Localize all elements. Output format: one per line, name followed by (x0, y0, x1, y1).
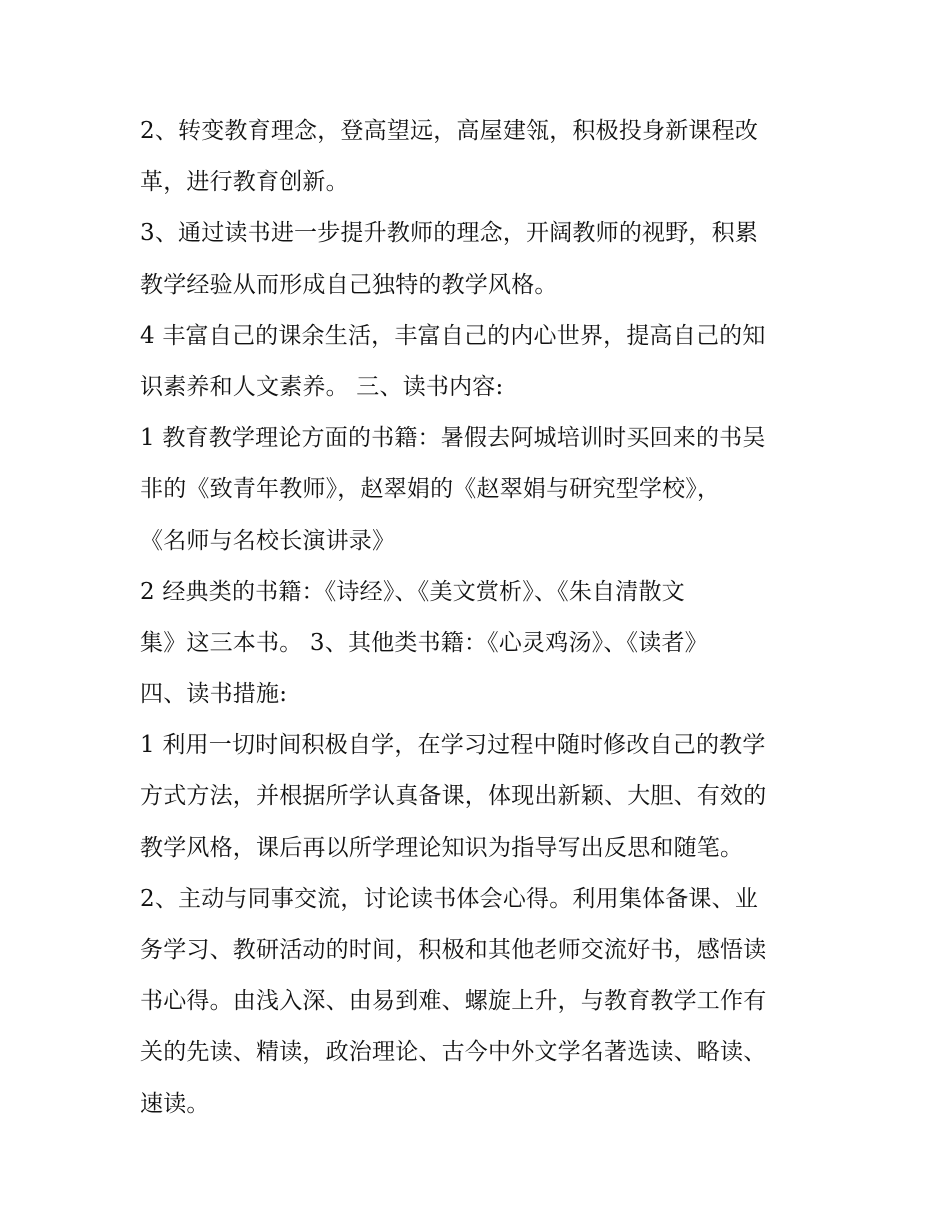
text-line: 1 利用一切时间积极自学，在学习过程中随时修改自己的教学 (140, 732, 766, 759)
text-line: 教学经验从而形成自己独特的教学风格。 (140, 271, 558, 298)
text-line: 书心得。由浅入深、由易到难、螺旋上升，与教育教学工作有 (140, 988, 767, 1015)
text-line: 2、转变教育理念，登高望远，高屋建瓴，积极投身新课程改 (140, 118, 759, 144)
text-line: 3、通过读书进一步提升教师的理念，开阔教师的视野，积累 (140, 220, 759, 247)
text-line: 非的《致青年教师》，赵翠娟的《赵翠娟与研究型学校》， (140, 476, 721, 503)
text-line: 速读。 (140, 1090, 210, 1117)
text-line: 4 丰富自己的课余生活，丰富自己的内心世界，提高自己的知 (140, 322, 766, 349)
text-line: 集》这三本书。 3、其他类书籍：《心灵鸡汤》、《读者》 (140, 629, 708, 656)
text-line: 关的先读、精读，政治理论、古今中外文学名著选读、略读、 (140, 1039, 767, 1066)
text-line: 《名师与名校长演讲录》 (140, 527, 396, 554)
text-line: 方式方法，并根据所学认真备课，体现出新颖、大胆、有效的 (140, 783, 767, 810)
text-line: 教学风格，课后再以所学理论知识为指导写出反思和随笔。 (140, 834, 744, 861)
text-line: 革，进行教育创新。 (140, 169, 349, 196)
document-body (140, 106, 830, 1130)
text-line: 务学习、教研活动的时间，积极和其他老师交流好书，感悟读 (140, 937, 767, 963)
text-line: 2、主动与同事交流，讨论读书体会心得。利用集体备课、业 (140, 885, 759, 912)
text-line: 2 经典类的书籍：《诗经》、《美文赏析》、《朱自清散文 (140, 578, 685, 605)
text-line: 1 教育教学理论方面的书籍：暑假去阿城培训时买回来的书吴 (140, 425, 766, 452)
text-line: 四、读书措施: (140, 681, 288, 708)
text-line: 识素养和人文素养。 三、读书内容: (140, 373, 504, 400)
